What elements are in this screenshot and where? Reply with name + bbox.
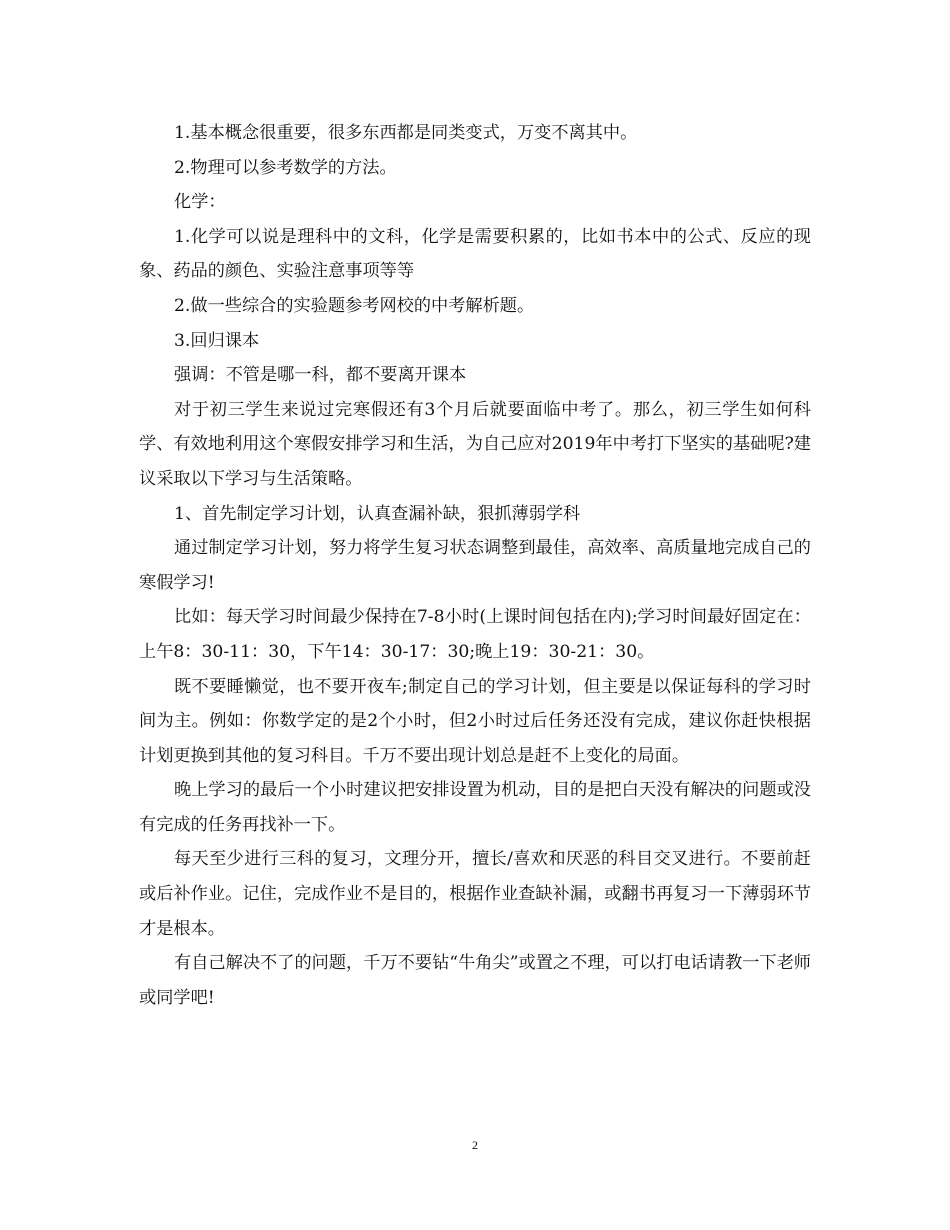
paragraph: 对于初三学生来说过完寒假还有3个月后就要面临中考了。那么，初三学生如何科学、有效地利用这个寒假安排学习和生活，为自己应对2019年中考打下坚实的基础呢?建议采取以下学习与生活策略。 [139,399,811,489]
paragraph: 晚上学习的最后一个小时建议把安排设置为机动，目的是把白天没有解决的问题或没有完成的任务再找补一下。 [139,780,811,835]
paragraph: 通过制定学习计划，努力将学生复习状态调整到最佳，高效率、高质量地完成自己的寒假学习! [139,538,811,593]
paragraph: 强调：不管是哪一科，都不要离开课本 [174,365,467,386]
paragraph: 3.回归课本 [174,330,260,351]
paragraph: 有自己解决不了的问题，千万不要钻“牛角尖”或置之不理，可以打电话请教一下老师或同学吧! [139,953,811,1008]
paragraph: 每天至少进行三科的复习，文理分开，擅长/喜欢和厌恶的科目交叉进行。不要前赶或后补作业。记住，完成作业不是目的，根据作业查缺补漏，或翻书再复习一下薄弱环节才是根本。 [139,849,811,939]
page-number: 2 [472,1138,478,1152]
paragraph: 1.化学可以说是理科中的文科，化学是需要积累的，比如书本中的公式、反应的现象、药品的颜色、实验注意事项等等 [139,226,811,282]
section-heading-study-plan: 1、首先制定学习计划，认真查漏补缺，狠抓薄弱学科 [174,503,581,524]
document-body [139,116,811,1015]
paragraph: 2.做一些综合的实验题参考网校的中考解析题。 [174,295,535,316]
section-heading-chemistry: 化学： [174,192,226,213]
paragraph: 既不要睡懒觉，也不要开夜车;制定自己的学习计划，但主要是以保证每科的学习时间为主。例如：你数学定的是2个小时，但2小时过后任务还没有完成，建议你赶快根据计划更换到其他的复习科目。千万不要出现计划总是赶不上变化的局面。 [139,676,811,766]
paragraph: 比如：每天学习时间最少保持在7-8小时(上课时间包括在内);学习时间最好固定在：上午8：30-11：30，下午14：30-17：30;晚上19：30-21：30。 [139,607,811,662]
paragraph: 2.物理可以参考数学的方法。 [174,157,397,178]
paragraph: 1.基本概念很重要，很多东西都是同类变式，万变不离其中。 [174,123,638,143]
